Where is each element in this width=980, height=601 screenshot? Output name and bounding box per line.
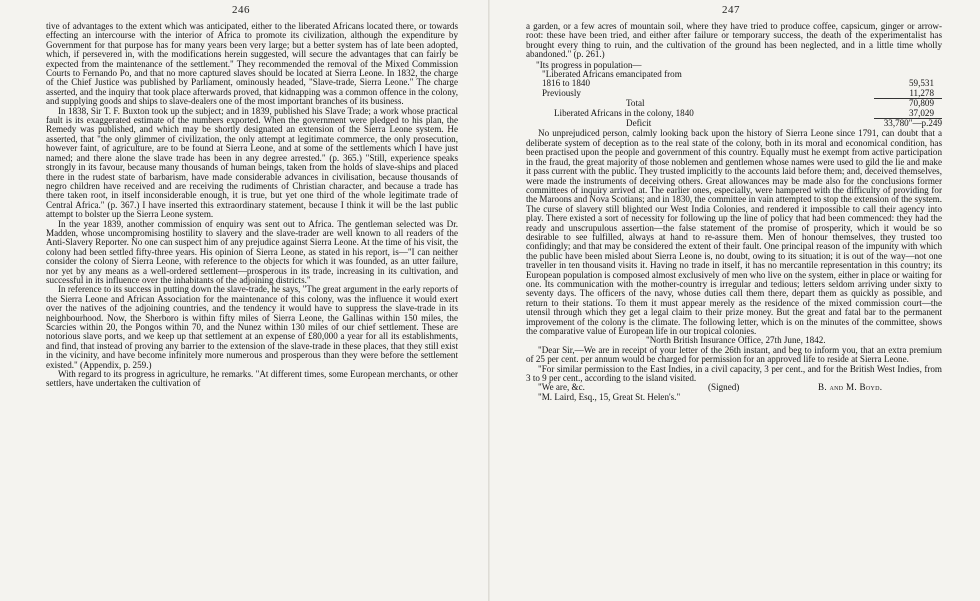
paragraph: tive of advantages to the extent which was anticipated, either to the liberated Africans located there, or towards effecting an intercourse with the interior of Africa to promote its civilization, although the expenditure by Government for that purpose has for many years been very large; but a better system has of late been adopted, which, if persevered in, with the modifications herein suggested, will secure the advantages that can fairly be expected from the maintenance of the settlement." They recommended the removal of the Mixed Commission Courts to Fernando Po, and that no more captured slaves should be located at Sierra Leone. In 1832, the charge of the Chief Justice was published by Parliament, ominously headed, "Slave-trade, Sierra Leone." The charge asserted, and the inquiry that took place afterwards proved, that kidnapping was a common offence in the colony, and supplying goods and ships to slave-dealers one of the most important branches of its business. [46, 21, 458, 107]
row-value: 37,029 [874, 109, 942, 119]
row-value: 70,809 [908, 98, 934, 109]
letter-body: "For similar permission to the East Indies, in a civil capacity, 3 per cent., and for the British West Indies, from 3 to 9 per cent., according to the island visited. [526, 363, 942, 384]
population-heading: "Its progress in population— [536, 59, 642, 70]
table-row [526, 109, 942, 119]
letter-body: "Dear Sir,—We are in receipt of your letter of the 26th instant, and beg to inform you, that an extra premium of 25 per cent. per annum would be charged for permission for an approved life to reside at Sierra Leone. [526, 344, 942, 365]
row-label: Liberated Africans in the colony, 1840 [554, 107, 694, 118]
letter-addressee: "M. Laird, Esq., 15, Great St. Helen's." [538, 391, 681, 402]
row-value: 33,780"—p.249 [883, 118, 942, 129]
row-label: Previously [542, 87, 581, 98]
population-table [526, 61, 942, 129]
row-label: 1816 to 1840 [542, 78, 590, 89]
page-number-left: 246 [232, 4, 250, 16]
row-label: Total [626, 98, 645, 109]
letter-closing: "We are, &c. [538, 382, 585, 393]
row-label: Deficit [626, 118, 652, 129]
letter-dateline: "North British Insurance Office, 27th June, 1842. [646, 335, 826, 346]
paragraph: a garden, or a few acres of mountain soil, where they have tried to produce coffee, capsicum, ginger or arrow-root: these have been tried, and either after failure or temporary success, the death of the experimentalist has brought every thing to ruin, and the cultivation of the ground has been neglected, and in a little time wholly abandoned." (p. 261.) [526, 21, 942, 60]
paragraph: In 1838, Sir T. F. Buxton took up the subject; and in 1839, published his Slave Trade; a work whose practical fault is its exaggerated estimate of the numbers exported. When the government were pledged to his plan, the Remedy was published, and which may be shortly designated an extension of the Sierra Leone system. He asserted, that "the only glimmer of civilization, the only attempt at legitimate commerce, the only prosecution, however faint, of agriculture, are to be found at Sierra Leone, and at some of the settlements which I have just named; and there alone the slave trade has been in any degree arrested." (p. 365.) "Still, experience speaks strongly in its favour, because many thousands of human beings, taken from the holds of slave-ships and placed there in the rudest state of barbarism, have made considerable advances in civilisation, because thousands of negro children have received and are receiving the rudiments of Christian character, and because a trade has there taken root, in itself inconsiderable enough, it is true, but yet one third of the whole legitimate trade of Central Africa." (p. 367.) I have inserted this extraordinary statement, because I think it will be the last public attempt to bolster up the Sierra Leone system. [46, 105, 458, 220]
paragraph: With regard to its progress in agriculture, he remarks. "At different times, some European merchants, or other settlers, have undertaken the cultivation of [46, 369, 458, 389]
row-value: 59,531 [908, 78, 934, 89]
paragraph: In the year 1839, another commission of enquiry was sent out to Africa. The gentleman selected was Dr. Madden, whose uncompromising hostility to slavery and the slave-trader are well known to all readers of the Anti-Slavery Reporter. No one can suspect him of any prejudice against Sierra Leone. At the time of his visit, the colony had been settled fifty-three years. His opinion of Sierra Leone, as stated in his report, is—"I can neither consider the colony of Sierra Leone, with reference to the objects for which it was founded, as an utter failure, nor yet by any means as a well-ordered settlement—prosperous in its trade, increasing in its cultivation, and successful in its influence over the inhabitants of the adjoining districts." [46, 218, 458, 285]
left-page-body [46, 22, 458, 389]
table-row [526, 119, 942, 128]
right-page-body [526, 22, 942, 402]
paragraph: In reference to its success in putting down the slave-trade, he says, "The great argument in the early reports of the Sierra Leone and African Association for the maintenance of this colony, was the influence it would exert over the natives of the adjoining countries, and the tendency it would have to suppress the slave-trade in its neighbourhood. Now, the Sherboro is within fifty miles of Sierra Leone, the Gallinas within 150 miles, the Scarcies within 20, the Pongos within 70, and the Nunez within 130 miles of our chief settlement. These are notorious slave ports, and we keep up that settlement at an expense of £80,000 a year for all its establishments, and find, that instead of proving any barrier to the extension of the slave-trade in these places, that they still exist in the vicinity, and have become infinitely more numerous and prosperous than they were before the settlement existed." (Appendix, p. 259.) [46, 284, 458, 370]
population-subheading: "Liberated Africans emancipated from [542, 69, 682, 80]
paragraph: No unprejudiced person, calmly looking back upon the history of Sierra Leone since 1791, can doubt that a deliberate system of deception as to the real state of the colony, both in its moral and economical condition, has been practised upon the people and government of this country. Equally must he exempt from active participation in the fraud, the great majority of those noblemen and gentlemen whose names were used to gild the lie and make it pass current with the public. They trusted implicitly to the accounts laid before them; and, deceived themselves, were made the instruments of deceiving others. Great allowances may be made also for the conclusions former committees of inquiry arrived at. The earlier ones, especially, were hampered with the difficulty of providing for the Maroons and Nova Scotians; and in 1830, the committee in vain attempted to stop the extension of the system. The curse of slavery still blighted our West India Colonies, and rendered it impossible to call their agency into play. There existed a sort of necessity for following up the line of policy that had been commenced: they had the ready and unscrupulous assertion—the false statement of the promise of prosperity, which it would be so desirable to see fulfilled, always at hand to re-assure them. Men of honour themselves, they trusted too confidingly; and that may be considered the extent of their fault. One principal reason of the impunity with which the public have been misled about Sierra Leone is, no doubt, owing to its situation; it is out of the way—not one traveller in ten thousand visits it. Having no trade in itself, it has no mercantile representation in this country; its European population is composed almost exclusively of men who live on the system, either in place or waiting for one. Its communication with the mother-country is irregular and tedious; letters seldom arriving under sixty to seventy days. The officers of the navy, whose duties call them there, depart them as quickly as possible, and return to their stations. To them it must appear merely as the residence of the mixed commission court—the utensil through which they get a legal claim to their prize money. But the great and fatal bar to the permanent improvement of the colony is the climate. The following letter, which is on the minutes of the committee, shows the comparative value of European life in our tropical colonies. [526, 128, 942, 336]
letter-signatories: B. and M. Boyd. [818, 382, 883, 393]
letter-signed: (Signed) [708, 382, 740, 393]
page-number-right: 247 [722, 4, 740, 16]
table-row [526, 79, 942, 88]
table-row [526, 89, 942, 99]
row-value: 11,278 [874, 89, 942, 99]
right-page [490, 0, 980, 601]
